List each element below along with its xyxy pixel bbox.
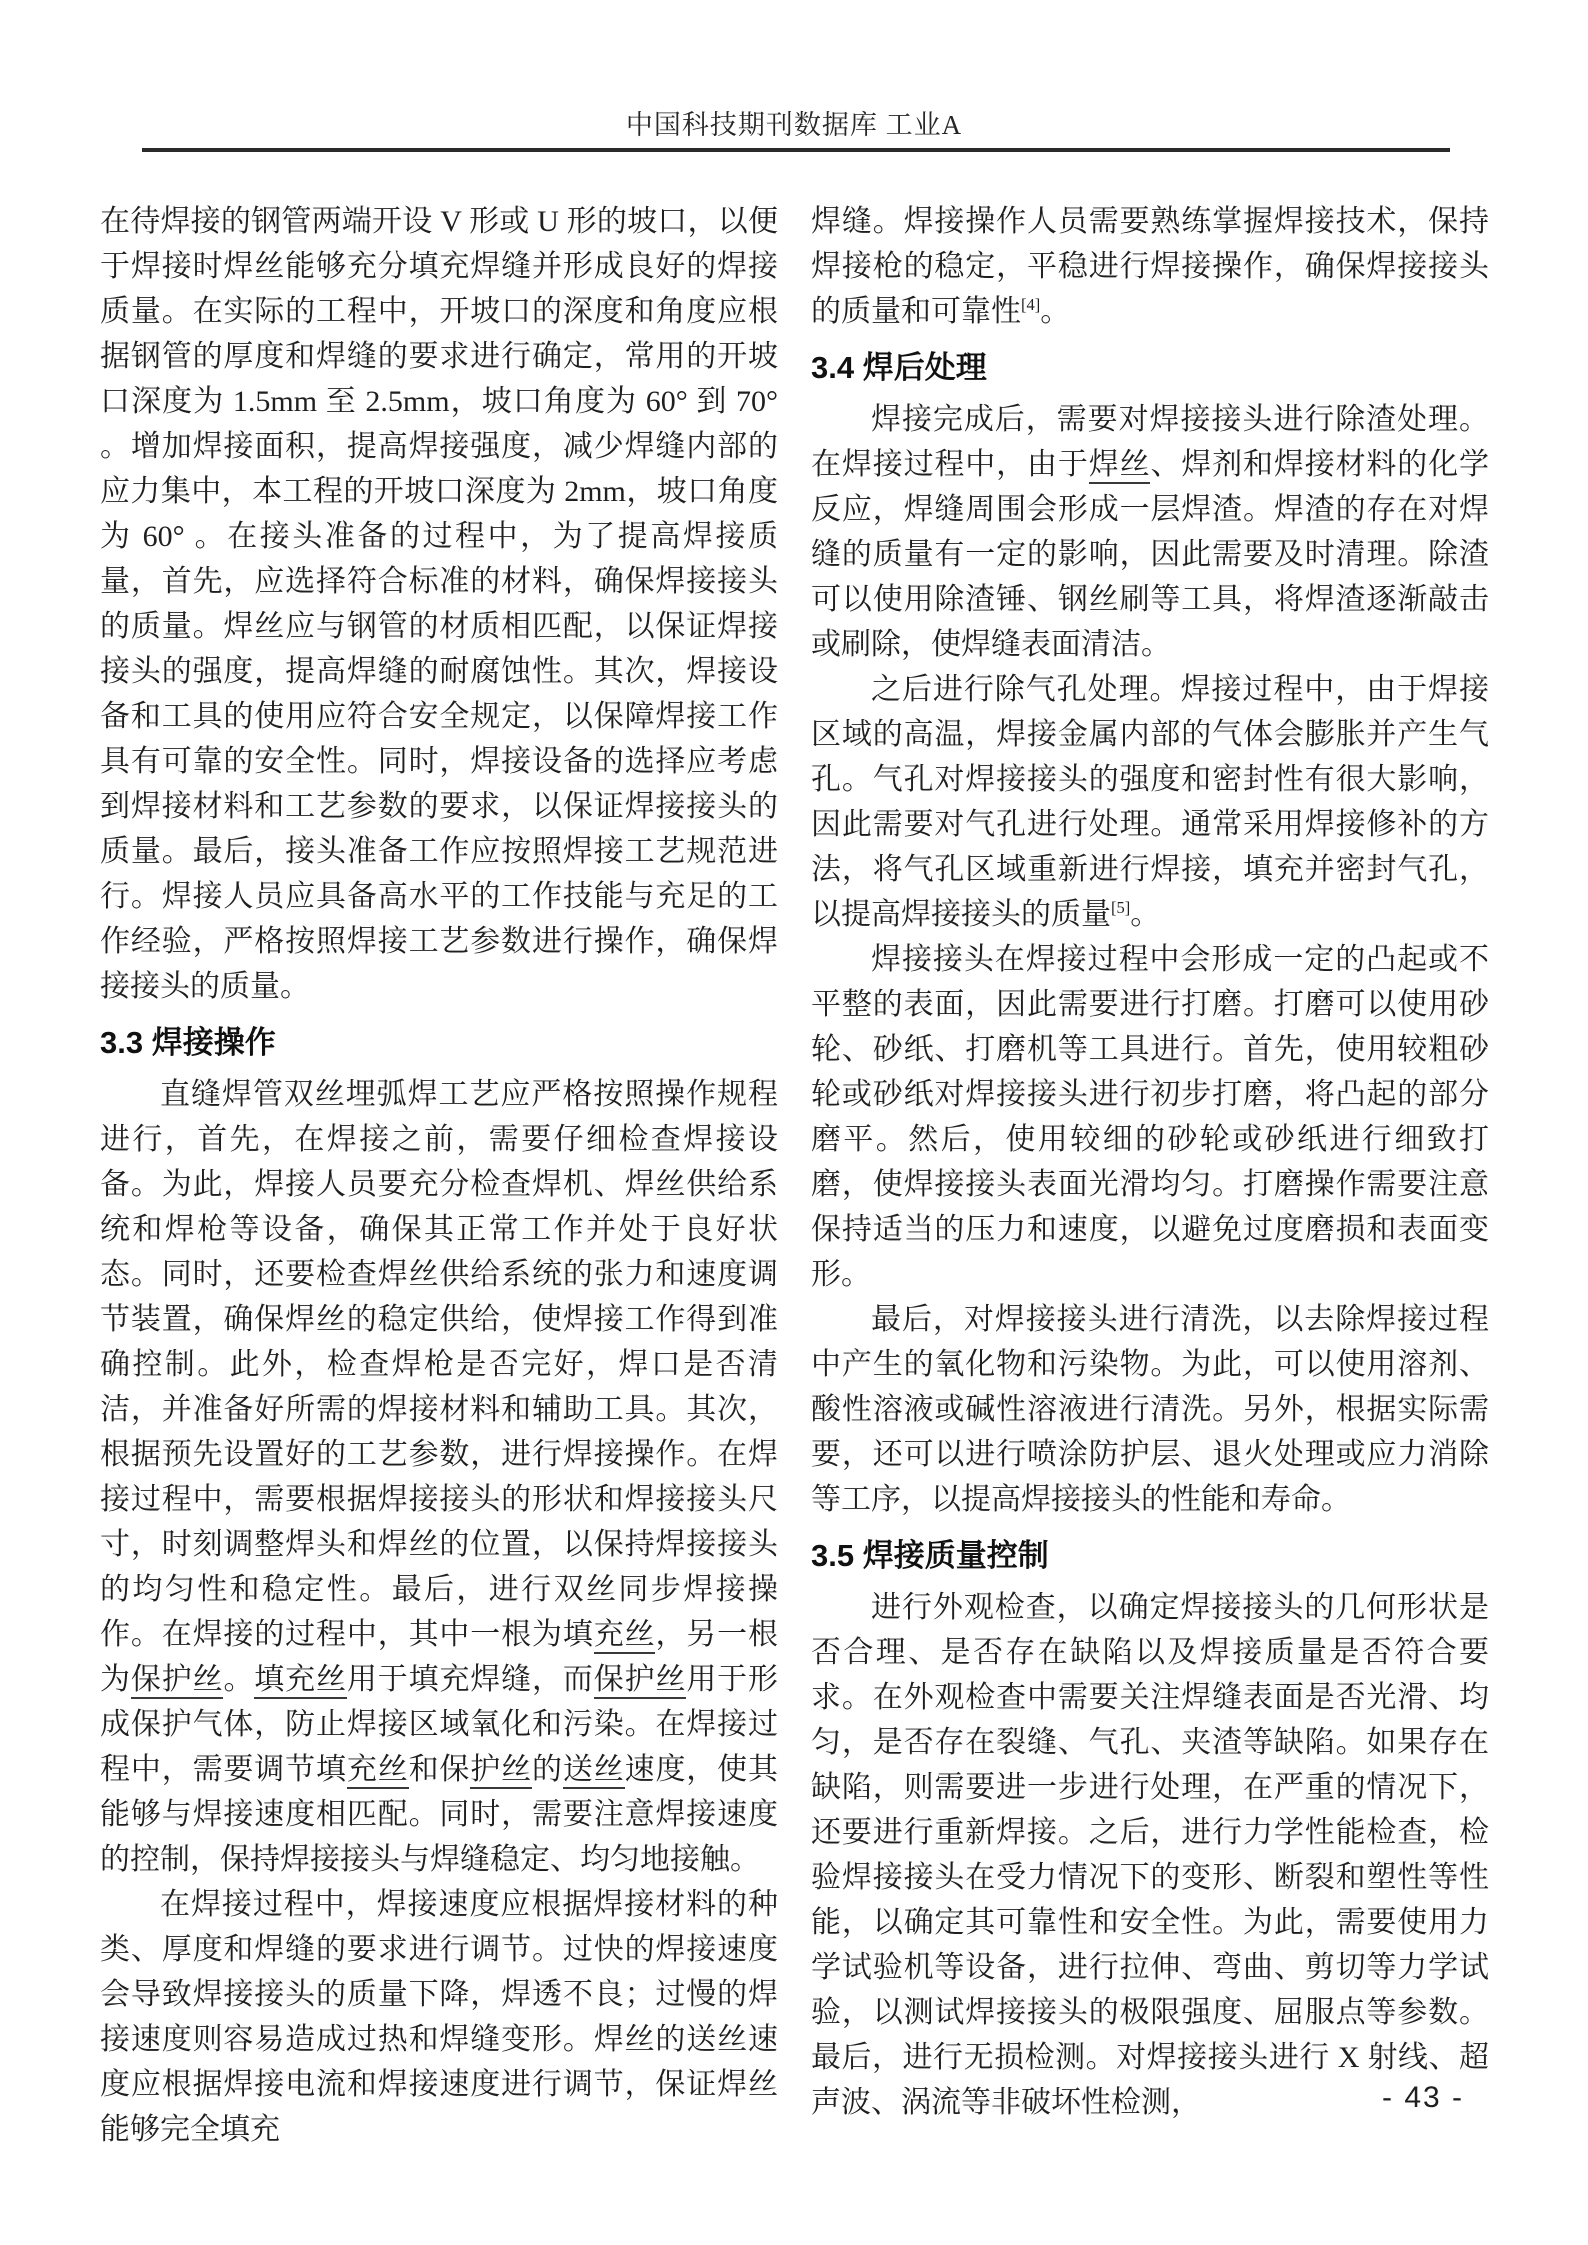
citation-superscript: [4] [1021, 295, 1041, 314]
right-column [811, 199, 1489, 2125]
paragraph: 焊缝。焊接操作人员需要熟练掌握焊接技术，保持焊接枪的稳定，平稳进行焊接操作，确保焊接接头的质量和可靠性[4]。 [811, 205, 1489, 328]
paragraph: 直缝焊管双丝埋弧焊工艺应严格按照操作规程进行，首先，在焊接之前，需要仔细检查焊接设备。为此，焊接人员要充分检查焊机、焊丝供给系统和焊枪等设备，确保其正常工作并处于良好状态。同时，还要检查焊丝供给系统的张力和速度调节装置，确保焊丝的稳定供给，使焊接工作得到准确控制。此外，检查焊枪是否完好，焊口是否清洁，并准备好所需的焊接材料和辅助工具。其次，根据预先设置好的工艺参数，进行焊接操作。在焊接过程中，需要根据焊接接头的形状和焊接接头尺寸，时刻调整焊头和焊丝的位置，以保持焊接接头的均匀性和稳定性。最后，进行双丝同步焊接操作。在焊接的过程中，其中一根为填充丝，另一根为保护丝。填充丝用于填充焊缝，而保护丝用于形成保护气体，防止焊接区域氧化和污染。在焊接过程中，需要调节填充丝和保护丝的送丝速度，使其能够与焊接速度相匹配。同时，需要注意焊接速度的控制，保持焊接接头与焊缝稳定、均匀地接触。 [100, 1078, 779, 1876]
proofing-underline: 保护丝 [594, 1663, 687, 1699]
paragraph: 焊接接头在焊接过程中会形成一定的凸起或不平整的表面，因此需要进行打磨。打磨可以使用砂轮、砂纸、打磨机等工具进行。首先，使用较粗砂轮或砂纸对焊接接头进行初步打磨，将凸起的部分磨平。然后，使用较细的砂轮或砂纸进行细致打磨，使焊接接头表面光滑均匀。打磨操作需要注意保持适当的压力和速度，以避免过度磨损和表面变形。 [811, 943, 1489, 1291]
section-heading: 3.5 焊接质量控制 [811, 1538, 1049, 1573]
journal-header: 中国科技期刊数据库 工业A [625, 110, 963, 140]
proofing-underline: 焊丝 [1089, 448, 1151, 484]
left-column [100, 199, 778, 2152]
section-heading: 3.3 焊接操作 [100, 1025, 276, 1060]
paragraph: 之后进行除气孔处理。焊接过程中，由于焊接区域的高温，焊接金属内部的气体会膨胀并产生气孔。气孔对焊接接头的强度和密封性有很大影响，因此需要对气孔进行处理。通常采用焊接修补的方法，将气孔区域重新进行焊接，填充并密封气孔，以提高焊接接头的质量[5]。 [811, 673, 1489, 931]
proofing-underline: 充丝 [347, 1753, 409, 1789]
paragraph: 进行外观检查，以确定焊接接头的几何形状是否合理、是否存在缺陷以及焊接质量是否符合要求。在外观检查中需要关注焊缝表面是否光滑、均匀，是否存在裂缝、气孔、夹渣等缺陷。如果存在缺陷，则需要进一步进行处理，在严重的情况下，还要进行重新焊接。之后，进行力学性能检查，检验焊接接头在受力情况下的变形、断裂和塑性等性能，以确定其可靠性和安全性。为此，需要使用力学试验机等设备，进行拉伸、弯曲、剪切等力学试验，以测试焊接接头的极限强度、屈服点等参数。最后，进行无损检测。对焊接接头进行 X 射线、超声波、涡流等非破坏性检测， [811, 1591, 1489, 2119]
proofing-underline: 填充丝 [254, 1663, 347, 1699]
paragraph: 在待焊接的钢管两端开设 V 形或 U 形的坡口，以便于焊接时焊丝能够充分填充焊缝并形成良好的焊接质量。在实际的工程中，开坡口的深度和角度应根据钢管的厚度和焊缝的要求进行确定，常用的开坡口深度为 1.5mm 至 2.5mm，坡口角度为 60° 到 70° 。增加焊接面积，提高焊接强度，减少焊缝内部的应力集中，本工程的开坡口深度为 2mm，坡口角度为 60° 。在接头准备的过程中，为了提高焊接质量，首先，应选择符合标准的材料，确保焊接接头的质量。焊丝应与钢管的材质相匹配，以保证焊接接头的强度，提高焊缝的耐腐蚀性。其次，焊接设备和工具的使用应符合安全规定，以保障焊接工作具有可靠的安全性。同时，焊接设备的选择应考虑到焊接材料和工艺参数的要求，以保证焊接接头的质量。最后，接头准备工作应按照焊接工艺规范进行。焊接人员应具备高水平的工作技能与充足的工作经验，严格按照焊接工艺参数进行操作，确保焊接接头的质量。 [100, 205, 778, 1003]
proofing-underline: 送丝 [563, 1753, 625, 1789]
paragraph: 在焊接过程中，焊接速度应根据焊接材料的种类、厚度和焊缝的要求进行调节。过快的焊接速度会导致焊接接头的质量下降，焊透不良；过慢的焊接速度则容易造成过热和焊缝变形。焊丝的送丝速度应根据焊接电流和焊接速度进行调节，保证焊丝能够完全填充 [100, 1888, 778, 2146]
paragraph: 最后，对焊接接头进行清洗，以去除焊接过程中产生的氧化物和污染物。为此，可以使用溶剂、酸性溶液或碱性溶液进行清洗。另外，根据实际需要，还可以进行喷涂防护层、退火处理或应力消除等工序，以提高焊接接头的性能和寿命。 [811, 1303, 1489, 1516]
proofing-underline: 护丝 [470, 1753, 532, 1789]
proofing-underline: 保护丝 [131, 1663, 224, 1699]
section-heading: 3.4 焊后处理 [811, 350, 987, 385]
header-rule [142, 148, 1450, 152]
citation-superscript: [5] [1111, 898, 1131, 917]
paragraph: 焊接完成后，需要对焊接接头进行除渣处理。在焊接过程中，由于焊丝、焊剂和焊接材料的化学反应，焊缝周围会形成一层焊渣。焊渣的存在对焊缝的质量有一定的影响，因此需要及时清理。除渣可以使用除渣锤、钢丝刷等工具，将焊渣逐渐敲击或刷除，使焊缝表面清洁。 [811, 403, 1490, 661]
proofing-underline: 充丝 [594, 1618, 656, 1654]
page-number: - 43 - [1382, 2081, 1465, 2114]
